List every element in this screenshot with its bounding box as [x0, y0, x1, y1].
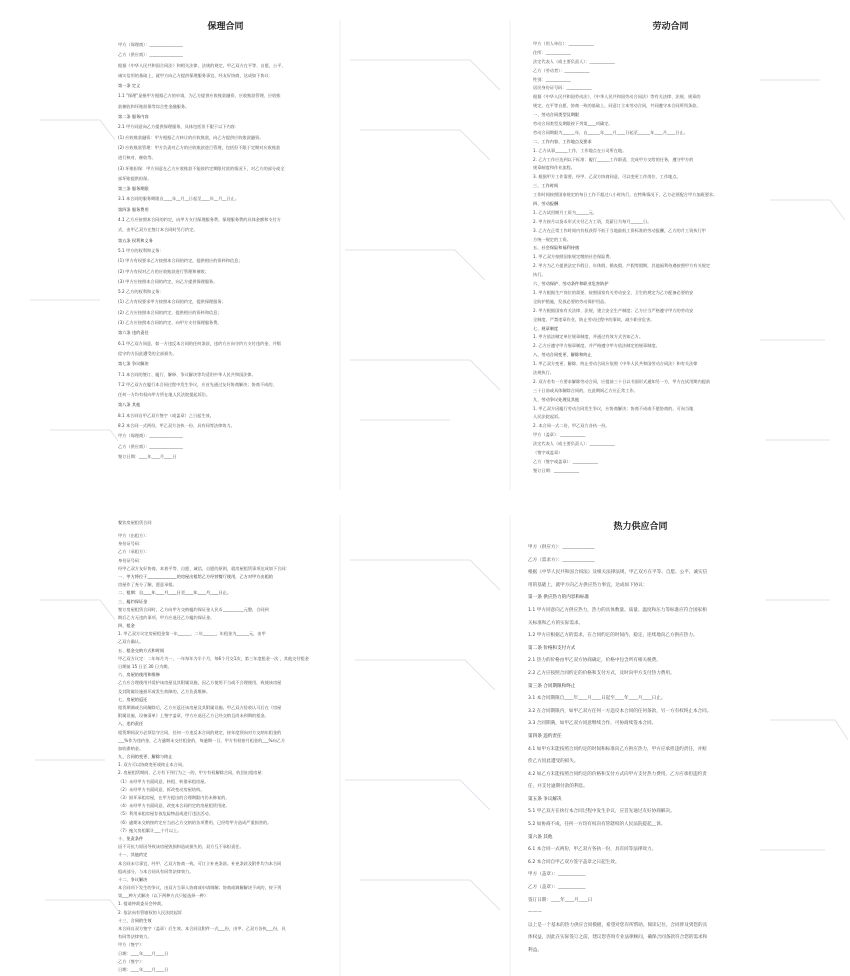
contract-line: 甲方（盖章）：____________ [528, 872, 586, 878]
contract-line: 8.1 本合同自甲乙双方签字（或盖章）之日起生效。 [118, 412, 214, 418]
contract-line: 规章制度和作业流程。 [533, 165, 575, 171]
contract-line: 体权益，因此在实际签订之前，建议您咨询专业法律顾问，确保合同条款符合您的需求和 [528, 935, 708, 941]
contract-line: （2）未经甲方书面同意，拆改变动房屋结构。 [118, 786, 205, 792]
contract-line: 2. 乙方应遵守甲方规章制度，并严格遵守甲方依法制定的规章制度。 [533, 343, 660, 349]
page-title: 餐饮房屋租赁合同 [118, 520, 152, 525]
contract-line: 六、房屋的使用和维修 [118, 672, 160, 678]
contract-line: 1. 甲方根据生产岗位的需要，按照国家有关劳动安全、卫生的规定为乙方配备必要的安 [533, 289, 694, 295]
contract-line: 4.2 如乙方未能按照合同约定的价格和支付方式向甲方支付热力费用，乙方应承担违约责 [528, 771, 707, 777]
contract-line: 乙方应合理使用并爱护该房屋及其附属设施，因乙方使用不当或不合理使用，致使该房屋 [118, 680, 282, 686]
contract-line: 任何一方均有权向甲方所在地人民法院提起诉讼。 [118, 392, 211, 398]
contract-line: 部坏账提供担保。 [118, 175, 152, 181]
contract-line: 1. 双方可以协商变更或终止本合同。 [118, 762, 187, 768]
contract-line: 诚实信用的基础上，就甲方向乙方提供保理服务事宜，经友好协商，达成如下协议： [118, 72, 273, 78]
contract-line: (2) 乙方应按照本合同的约定，提供相应的资料和信息； [118, 309, 222, 315]
contract-line: （签字或盖章） [533, 449, 563, 455]
contract-line: 甲乙双方议定：二年每月为一，一年每年为半个月，每6个月交1次，第三年度租金一次 ，其他交付租金 [118, 655, 309, 661]
contract-line: 人民法院起诉。 [533, 414, 563, 420]
contract-line: 1. 甲乙双方按照国家规定缴纳社会保险费。 [533, 254, 614, 260]
contract-line: 五、租金交纳方式和时间 [118, 647, 165, 653]
contract-line: 签订房屋租赁合同时，乙方向甲方交纳履约保证金人民币__________元整，合同到 [118, 606, 269, 612]
contract-line: 居民身份证号码：____________ [533, 85, 592, 91]
contract-line: 第三条 合同期限和终止 [528, 683, 576, 689]
contract-line: 租赁期满或合同解除后，乙方应返还该房屋及其附属设施。甲乙双方验收认可后在《房屋 [118, 704, 282, 710]
contract-line: 6.2 本合同自甲乙双方签字盖章之日起生效。 [528, 859, 620, 865]
contract-line: 1. 甲乙双方因履行劳动合同发生争议，应协商解决；协商不成或不愿协商的，可向当地 [533, 405, 694, 411]
contract-line: 四、租金 [118, 623, 135, 629]
contract-line: ——— [528, 910, 542, 916]
contract-line: 有同等法律效力。 [118, 934, 152, 940]
contract-line: 用的基础上，就甲方向乙方供应热力事宜，达成如下协议： [528, 582, 648, 588]
contract-line: 1. 甲方依法制定单位规章制度，并通过有效方式告知乙方。 [533, 334, 644, 340]
contract-line: (2) 应收账款管理：甲方负责对乙方的应收账款进行管理，包括但不限于定期对应收账款 [118, 144, 281, 150]
contract-line: 甲方（供应方）：______________ [528, 545, 595, 550]
contract-line: 加收滞纳金。 [118, 745, 144, 751]
contract-line: 3.1 本合同期限自____年____月____日起至____年____月____日止。 [528, 696, 666, 702]
contract-line: 乙方（盖章）：____________ [528, 885, 586, 891]
contract-line: 款催收和坏账担保等综合性金融服务。 [118, 103, 190, 109]
contract-line: 6.1 甲乙双方同意，如一方违反本合同的任何条款，违约方应向守约方支付违约金，并赔 [118, 340, 281, 346]
contract-line: 第一条 供应热力的内容和标准 [528, 595, 590, 601]
contract-line: 2. 双方若有一方要求解除劳动合同，应提前三十日以书面形式通知另一方，甲方在试用期内提前 [533, 378, 711, 384]
contract-line: 方统一规定的工资。 [533, 236, 571, 242]
contract-page-factoring [118, 18, 333, 488]
contract-line: 5.1 甲乙双方在执行本合同过程中发生争议，应首先通过友好协商解决。 [528, 809, 675, 815]
contract-body [533, 40, 748, 476]
contract-line: 1. 甲乙双方变更、解除、终止劳动合同应依照《中华人民共和国劳动合同法》和有关法律 [533, 361, 698, 367]
contract-line: 法规执行。 [533, 369, 554, 375]
contract-line: 租赁期间双方必须信守合同，任何一方违反本合同的规定，按年度须向对方交纳年租金的 [118, 729, 282, 735]
contract-line: 甲方（保理商）：________________ [118, 42, 183, 47]
contract-line: 任，并支付逾期付款的利息。 [528, 784, 588, 790]
contract-line: 签订日期：____________ [533, 467, 580, 473]
contract-line: 十一、其他约定 [118, 852, 148, 858]
contract-line: 第三条 服务期限 [118, 186, 149, 192]
contract-line: 八、违约责任 [118, 721, 144, 727]
page-title: 热力供应合同 [613, 522, 668, 532]
contract-line: (2) 甲方有权对乙方的应收账款进行管理和催收； [118, 268, 210, 274]
contract-line: 法定代表人（或主要负责人）：____________ [533, 441, 615, 447]
contract-body [118, 532, 333, 974]
contract-body [118, 40, 333, 462]
contract-line: 三十日前或具体解除合同的，在此期间乙方应正常工作。 [533, 387, 638, 393]
contract-line: 一、甲方将位于______________的房屋出租给乙方经营餐厅使用，乙方对甲方出租的 [118, 573, 273, 579]
contract-line: 3.3 合同期满，如甲乙双方同意继续合作，可协商续签本合同。 [528, 721, 657, 727]
contract-line: 利益。 [528, 948, 542, 953]
contract-line: 甲方（签字）： [118, 942, 146, 948]
contract-line: 第___种方式解决（以下两种方式只能选择一种）： [118, 893, 211, 899]
contract-line: 3. 根据甲方工作需要，经甲、乙双方协商同意，可以变更工作岗位、工作地点。 [533, 174, 681, 180]
contract-line: 式，由甲乙双方在签订本合同时另行约定。 [118, 227, 198, 233]
contract-line: 2. 依法向有管辖权的人民法院起诉 [118, 909, 182, 915]
contract-line: 三、工作时间 [533, 183, 559, 189]
contract-line: 根据《中华人民共和国合同法》及相关法律法规，甲乙双方在平等、自愿、公平、诚实信 [528, 570, 708, 576]
contract-line: 2.1 甲方同意向乙方提供保理服务，具体包括但不限于以下内容： [118, 124, 240, 130]
contract-line: 乙方（承租方）： [118, 549, 150, 555]
contract-page-labor [533, 18, 748, 483]
contract-line: 第六条 其他 [528, 834, 553, 840]
contract-page-heat-supply [528, 518, 753, 976]
contract-line: 2.2 乙方应按照合同约定的价格和支付方式，及时向甲方支付热力费用。 [528, 670, 675, 676]
contract-line: （7）拖欠房租累计___个月以上。 [118, 827, 182, 833]
contract-line: 日期：____年____月____日 [118, 966, 169, 972]
contract-line: 九、合同的变更、解除与终止 [118, 754, 173, 760]
contract-line: 5.2 乙方的权利和义务： [118, 289, 164, 295]
contract-line: 全制度，严禁违章作业，防止劳动过程中的事故，减少职业危害。 [533, 316, 655, 322]
contract-line: 期后乙方无违约事项，甲方应退还乙方履约保证金。 [118, 614, 215, 620]
contract-line: 九、劳动争议处理及其他 [533, 396, 580, 402]
contract-line: 第一条 定义 [118, 83, 141, 89]
contract-line: 经甲乙双方友好协商，本着平等、自愿、诚信、自愿的原则，就房屋租赁事项达成如下合同： [118, 565, 290, 571]
contract-line: (3) 坏账担保：甲方同意在乙方应收账款不能按约定期限付款的情况下，对乙方的部分或全 [118, 165, 285, 171]
contract-line: 甲方（出租方）： [118, 533, 150, 538]
contract-line: 法定代表人（或主要负责人）：____________ [533, 58, 615, 64]
contract-line: 七、规章制度 [533, 325, 559, 331]
contract-line: 2. 甲方根据国家有关法律、法规，建立安全生产制度；乙方应当严格遵守甲方的劳动安 [533, 307, 694, 313]
contract-line: 1.1 "保理"是指甲方根据乙方的申请，为乙方提供应收账款融资、应收账款管理、应收账 [118, 93, 281, 99]
contract-line: 二、工作内容、工作地点及要求 [533, 138, 592, 144]
contract-line: （4）未经甲方书面同意，改变本合同约定的房屋租赁用途。 [118, 803, 230, 809]
contract-line: 1. 乙方从事______工作，工作地点在公司所在地。 [533, 147, 627, 153]
contract-line: 1. 提请仲裁委员会仲裁。 [118, 901, 166, 907]
page-title: 劳动合同 [652, 22, 689, 32]
contract-line: 四、劳动报酬 [533, 201, 559, 207]
contract-line: 6.1 本合同一式两份，甲乙双方各执一份，具有同等法律效力。 [528, 847, 657, 853]
contract-line: 5.1 甲方的权利和义务： [118, 247, 164, 253]
contract-line: 乙双方确认。 [118, 639, 144, 645]
contract-line: 身份证号码： [118, 541, 144, 547]
contract-page-lease [118, 518, 333, 976]
contract-line: 十二、争议解决 [118, 876, 148, 882]
contract-line: 及其附属设施损坏或发生故障的，乙方负责维修。 [118, 688, 211, 694]
contract-line: 签订日期：____年____月____日 [528, 897, 593, 903]
contract-line: 1. 乙方试用期月工资为______元。 [533, 209, 597, 215]
contract-line: 十、免责条件 [118, 835, 144, 841]
contract-line: 甲方（盖章）：____________ [533, 432, 586, 438]
contract-line: 7.1 本合同的签订、履行、解释、争议解决等均适用中华人民共和国法律。 [118, 371, 256, 377]
contract-line: 第五条 争议解决 [528, 796, 562, 802]
contract-line: 8.2 本合同一式两份，甲乙双方各执一份，具有同等法律效力。 [118, 422, 235, 428]
contract-line: 1.1 甲方同意向乙方供应热力，热力的具体数量、质量、温度和压力等标准应符合国家相 [528, 607, 707, 613]
contract-line: （3）损坏承租房屋，在甲方提出的合理期限内仍未修复的。 [118, 795, 230, 800]
contract-line: 身份证号码： [118, 557, 144, 563]
contract-line: 进行核对、催收等。 [118, 155, 156, 161]
contract-line: 本合同未尽事宜，经甲、乙双方协商一致，可订立补充条款。补充条款及附件均为本合同 [118, 860, 282, 866]
contract-line: 2. 本合同一式二份，甲乙双方各执一份。 [533, 423, 610, 429]
contract-line: 第四条 违约责任 [528, 733, 562, 739]
contract-line: 甲方（保理商）：________________ [118, 433, 183, 439]
contract-line: （6）逾期未交纳按约定应当由乙方交纳的各项费用，已经给甲方造成严重损害的。 [118, 819, 272, 825]
contract-line: 乙方（需求方）：______________ [528, 557, 595, 563]
contract-line: 4.1 乙方应按照本合同的约定，向甲方支付保理服务费。保理服务费的具体金额和支付方 [118, 217, 281, 223]
contract-line: 3.1 本合同的服务期限自____年__月__日起至____年__月__日止。 [118, 196, 240, 202]
contract-line: 3. 乙方在正常工作时间内有权获得不低于当地最低工资标准的劳动报酬，乙方的月工资执行甲 [533, 227, 706, 233]
contract-line: 3.2 在合同期限内，如甲乙双方任何一方违反本合同的任何条款，另一方有权终止本合同。 [528, 708, 712, 714]
contract-line: 规定，在平等自愿、协商一致的基础上，同意订立本劳动合同，共同遵守本合同所列条款。 [533, 103, 701, 109]
contract-line: 日期：____年____月____日 [118, 950, 169, 956]
contract-line: 一、劳动合同类型及期限 [533, 112, 580, 118]
contract-line: 7.2 甲乙双方在履行本合同过程中发生争议，应首先通过友好协商解决；协商不成的， [118, 381, 277, 387]
contract-line: 1. 甲乙双方议定房屋租金第一年______，二年______，年租金为______元，由甲 [118, 631, 266, 637]
contract-line: 根据《中华人民共和国合同法》和相关法律、法规的规定，甲乙双方在平等、自愿、公平、 [118, 62, 286, 68]
contract-line: 第八条 其他 [118, 402, 141, 408]
contract-line: (1) 应收账款融资：甲方根据乙方转让的应收账款，向乙方提供应收账款融资。 [118, 134, 264, 140]
contract-line: 日期前 15 日至 30 日为期。 [118, 664, 172, 669]
contract-line: 本合同项下发生的争议，由双方当事人协商或申请调解；协商或调解解决不成的，按下列 [118, 885, 282, 891]
page-title: 保理合同 [207, 22, 244, 32]
contract-line: (3) 乙方应按照本合同的约定，向甲方支付保理服务费。 [118, 320, 222, 326]
contract-body [528, 542, 753, 958]
contract-line: 六、劳动保护、劳动条件和职业危害防护 [533, 281, 609, 287]
contract-line: 性别：____________ [533, 76, 571, 82]
contract-line: 2. 房屋租赁期间，乙方有下列行为之一的，甲方有权解除合同，收回出租房屋： [118, 770, 266, 776]
contract-line: 第二条 价格和支付方式 [528, 645, 576, 651]
contract-line: 十三、合同的生效 [118, 917, 152, 923]
contract-line: 偿乙方因此遭受的损失。 [528, 759, 579, 765]
contract-line: 劳动合同类型及期限按下列第____项确定。 [533, 121, 613, 127]
contract-line: 第五条 权利和义务 [118, 237, 153, 243]
contract-line: 4.1 如甲方未能按照合同约定的时间和标准向乙方供应热力，甲方应承担违约责任，并赔 [528, 746, 707, 752]
contract-line: （5）利用承租房屋存放危险物品或进行违法活动。 [118, 811, 213, 817]
contract-line: 乙方（供应商）：________________ [118, 52, 183, 58]
contract-line: 以上是一个基本的热力供应合同模板，希望对您有所帮助。阅读记住，合同涉及到您的具 [528, 922, 708, 928]
contract-line: 第六条 违约责任 [118, 330, 149, 336]
contract-line: 2. 乙方工作应达到以下标准：履行______工作职责，完成甲方交给的任务，遵守甲方的 [533, 156, 694, 162]
contract-line: 八、劳动合同变更、解除和终止 [533, 352, 592, 358]
contract-line: 因不可抗力原因导致该房屋毁损和造成损失的，双方互不承担责任。 [118, 844, 244, 850]
contract-line: 5.2 如协商不成，任何一方均有权向有管辖权的人民法院提起__诉。 [528, 822, 666, 828]
contract-line: 乙方（供应商）：________________ [118, 443, 183, 449]
contract-line: 劳动合同期限为______年，自______年____月____日起至______年____月____日止。 [533, 129, 688, 135]
contract-line: 关标准和乙方的实际需求。 [528, 620, 584, 626]
contract-line: 签订日期：____年____月____日 [118, 453, 177, 459]
contract-line: 工作时间按照国家规定的每日工作不超过八小时执行，在特殊情况下，乙方必须配合甲方加班要求。 [533, 192, 718, 198]
contract-line: 根据《中华人民共和国劳动法》、《中华人民共和国劳动合同法》等有关法律、法规、规章的 [533, 94, 701, 100]
contract-line: 住所：____________ [533, 49, 571, 55]
contract-line: 第二条 服务内容 [118, 114, 149, 120]
contract-line: 房屋作了充分了解，愿意承租。 [118, 582, 177, 588]
contract-line: (1) 乙方有权要求甲方按照本合同的约定，提供保理服务； [118, 299, 226, 305]
contract-line: 第七条 争议解决 [118, 361, 149, 367]
contract-line: 1.2 甲方应根据乙方的需求，在合同约定的时间内，稳定、连续地向乙方供应热力。 [528, 633, 698, 639]
contract-line: 二、租期：自____年____月____日至____年____月____日止。 [118, 590, 232, 596]
contract-line: 乙方（签字）： [118, 958, 146, 964]
contract-line: 五、社会保险和福利待遇 [533, 245, 580, 251]
contract-line: 2. 甲方按月以货币形式支付乙方工资，发薪日为每月______日。 [533, 218, 652, 224]
contract-line: 第四条 服务费用 [118, 206, 149, 212]
contract-line: 全防护措施，发放必要的劳动保护用品。 [533, 298, 609, 304]
contract-line: 本合同自双方签字（盖章）后生效。本合同及附件一式___份，由甲、乙双方各执___份，具 [118, 926, 286, 931]
contract-line: ___%作为违约金，乙方逾期未交付租金的，每逾期一日，甲方有权按月租金的___%向乙方 [118, 737, 286, 743]
contract-line: (1) 甲方有权要求乙方按照本合同的约定，提供相应的资料和信息； [118, 258, 243, 264]
contract-line: 2.1 热力的价格由甲乙双方协商确定，价格中包含所有相关税费。 [528, 658, 661, 664]
contract-line: 七、房屋的返还 [118, 696, 148, 702]
contract-line: 乙方（签字或盖章）：____________ [533, 458, 598, 464]
contract-line: 甲方（用人单位）：____________ [533, 41, 594, 46]
contract-line: 附属设施、设备清单》上签字盖章，甲方应退还乙方已经交纳且尚未到期的租金。 [118, 713, 269, 719]
contract-line: 三、履约保证金 [118, 598, 148, 604]
contract-line: 执行。 [533, 272, 546, 278]
contract-line: 乙方（劳动者）：____________ [533, 67, 590, 73]
contract-line: （1）未经甲方书面同意，转租、转借承租房屋。 [118, 778, 209, 784]
contract-line: (3) 甲方应按照本合同的约定，向乙方提供保理服务。 [118, 278, 218, 284]
contract-line: 组成部分，与本合同具有同等法律效力。 [118, 868, 194, 874]
contract-line: 偿守约方因此遭受的全部损失。 [118, 350, 177, 356]
contract-line: 2. 甲方为乙方提供法定节假日、年休假、婚丧假、产假等假期，其他福利待遇按照甲方有关规定 [533, 263, 711, 269]
